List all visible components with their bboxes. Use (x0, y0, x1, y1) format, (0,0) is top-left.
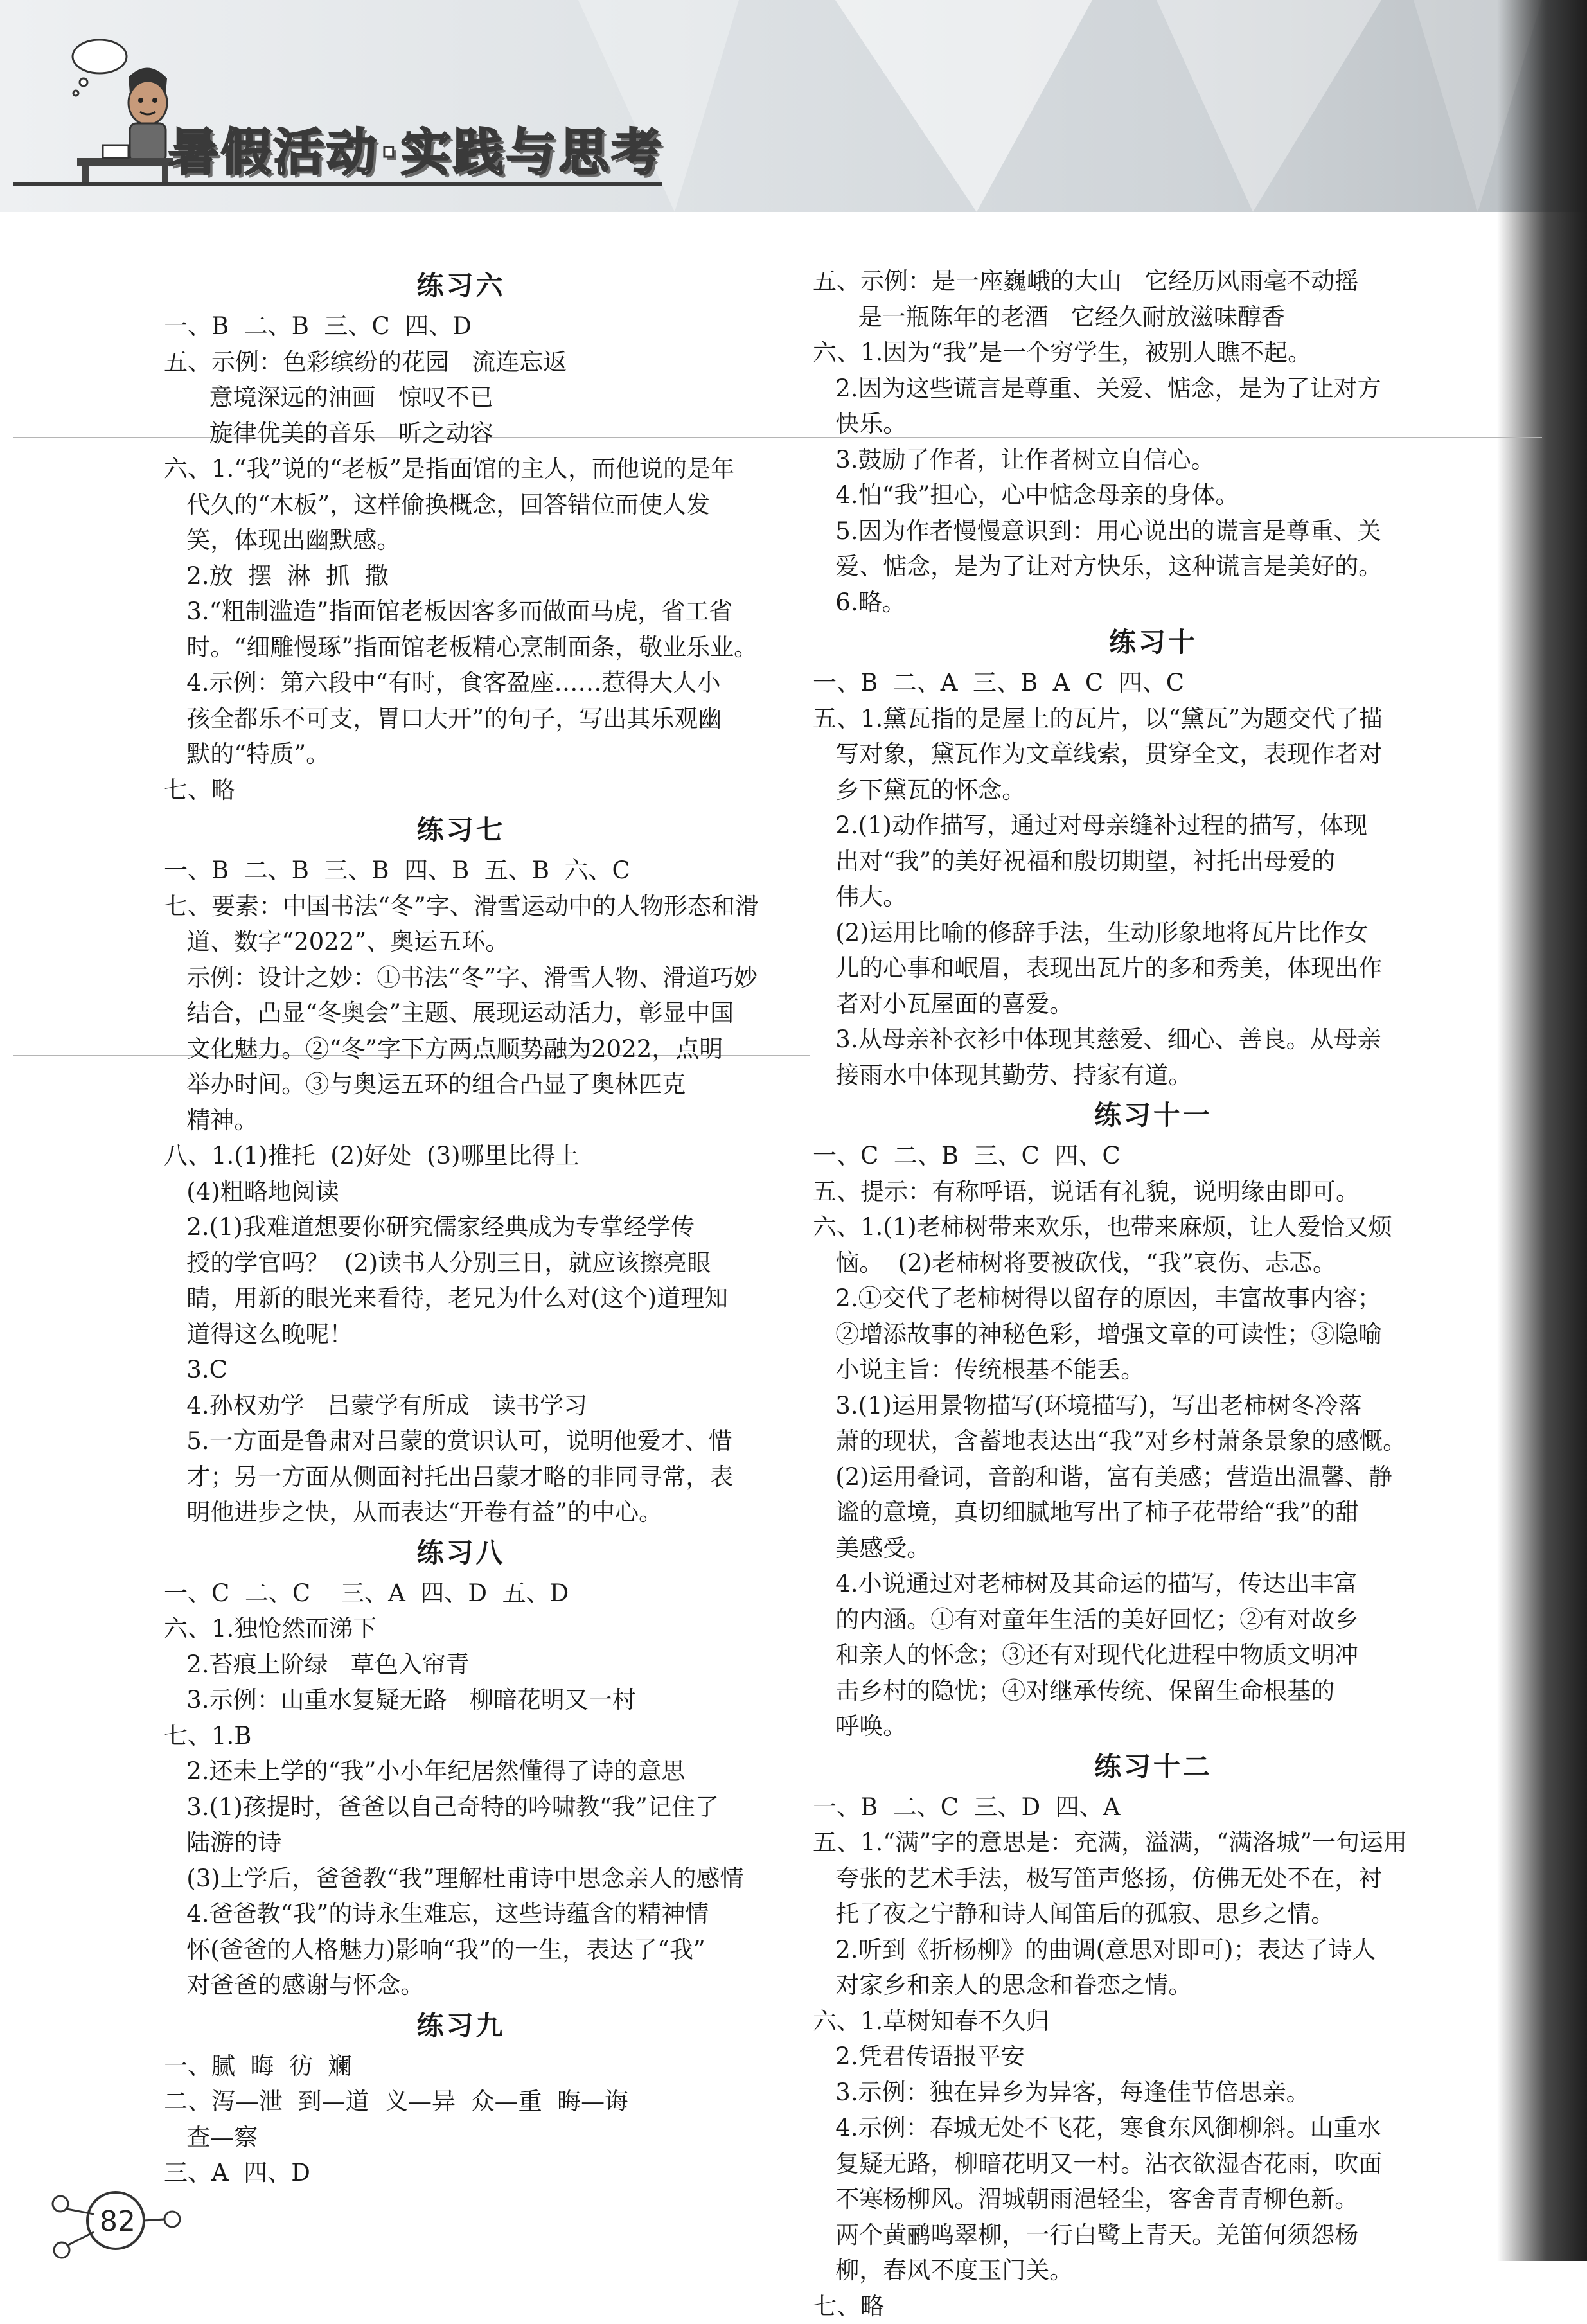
answer-line: 快乐。 (813, 406, 1494, 442)
answer-line: 二、泻—泄 到—道 义—异 众—重 晦—诲 (164, 2084, 758, 2120)
answer-line: 七、1.B (164, 1718, 758, 1754)
answer-line: 是一瓶陈年的老酒 它经久耐放滋味醇香 (813, 299, 1494, 335)
answer-line: 萧的现状，含蓄地表达出“我”对乡村萧条景象的感慨。 (813, 1423, 1494, 1459)
answer-line: 2.(1)动作描写，通过对母亲缝补过程的描写，体现 (813, 808, 1494, 844)
answer-line: 孩全都乐不可支，胃口大开”的句子，写出其乐观幽 (164, 701, 758, 737)
answer-line: 代久的“木板”，这样偷换概念，回答错位而使人发 (164, 487, 758, 523)
answer-line: 一、B 二、B 三、C 四、D (164, 308, 758, 344)
answer-line: 3.示例：山重水复疑无路 柳暗花明又一村 (164, 1682, 758, 1718)
answer-line: 六、1.(1)老柿树带来欢乐，也带来麻烦，让人爱恰又烦 (813, 1209, 1494, 1245)
answer-line: (2)运用叠词，音韵和谐，富有美感；营造出温馨、静 (813, 1459, 1494, 1495)
section-title: 练习十 (813, 620, 1494, 665)
answer-line: 对爸爸的感谢与怀念。 (164, 1967, 758, 2003)
answer-line: 复疑无路，柳暗花明又一村。沾衣欲湿杏花雨，吹面 (813, 2146, 1494, 2182)
answer-line: 2.因为这些谎言是尊重、关爱、惦念，是为了让对方 (813, 371, 1494, 407)
answer-line: 3.C (164, 1352, 758, 1388)
answer-line: 2.凭君传语报平安 (813, 2039, 1494, 2075)
answer-line: 精神。 (164, 1103, 758, 1139)
answer-line: 美感受。 (813, 1530, 1494, 1566)
answer-line: 三、A 四、D (164, 2155, 758, 2191)
student-mascot-icon (64, 32, 180, 186)
answer-line: 示例：设计之妙：①书法“冬”字、滑雪人物、滑道巧妙 (164, 960, 758, 996)
answer-line: 一、B 二、B 三、B 四、B 五、B 六、C (164, 853, 758, 889)
answer-line: 不寒杨柳风。渭城朝雨浥轻尘，客舍青青柳色新。 (813, 2181, 1494, 2217)
answer-line: 恼。 (2)老柿树将要被砍伐，“我”哀伤、忐忑。 (813, 1245, 1494, 1281)
answer-line: 笑，体现出幽默感。 (164, 522, 758, 558)
page-edge-shadow (1497, 0, 1587, 2261)
banner-title: 暑假活动·实践与思考 (168, 121, 664, 185)
answer-line: 出对“我”的美好祝福和殷切期望，衬托出母爱的 (813, 844, 1494, 880)
answer-line: 一、B 二、C 三、D 四、A (813, 1789, 1494, 1825)
section-title: 练习九 (164, 2003, 758, 2048)
answer-line: 4.示例：春城无处不飞花，寒食东风御柳斜。山重水 (813, 2110, 1494, 2146)
answer-line: ②增添故事的神秘色彩，增强文章的可读性；③隐喻 (813, 1317, 1494, 1353)
answer-line: (2)运用比喻的修辞手法，生动形象地将瓦片比作女 (813, 915, 1494, 951)
answer-line: 五、示例：是一座巍峨的大山 它经历风雨毫不动摇 (813, 263, 1494, 299)
answer-line: 时。“细雕慢琢”指面馆老板精心烹制面条，敬业乐业。 (164, 630, 758, 666)
answer-line: 查—察 (164, 2120, 758, 2156)
answer-line: 夸张的艺术手法，极写笛声悠扬，仿佛无处不在，衬 (813, 1861, 1494, 1897)
answer-line: 怀(爸爸的人格魅力)影响“我”的一生，表达了“我” (164, 1932, 758, 1968)
answer-line: 的内涵。①有对童年生活的美好回忆；②有对故乡 (813, 1602, 1494, 1638)
answer-line: 对家乡和亲人的思念和眷恋之情。 (813, 1967, 1494, 2003)
answer-line: 两个黄鹂鸣翠柳，一行白鹭上青天。羌笛何须怨杨 (813, 2217, 1494, 2253)
answer-line: 3.(1)运用景物描写(环境描写)，写出老柿树冬冷落 (813, 1388, 1494, 1424)
answer-line: 3.“粗制滥造”指面馆老板因客多而做面马虎，省工省 (164, 594, 758, 630)
answer-line: 六、1.“我”说的“老板”是指面馆的主人，而他说的是年 (164, 451, 758, 487)
answer-line: 道、数字“2022”、奥运五环。 (164, 924, 758, 960)
answer-line: 一、C 二、B 三、C 四、C (813, 1138, 1494, 1174)
answer-line: 2.苔痕上阶绿 草色入帘青 (164, 1647, 758, 1683)
answer-line: 3.(1)孩提时，爸爸以自己奇特的吟啸教“我”记住了 (164, 1789, 758, 1825)
answer-line: 小说主旨：传统根基不能丢。 (813, 1352, 1494, 1388)
answer-line: 五、示例：色彩缤纷的花园 流连忘返 (164, 344, 758, 380)
section-title: 练习七 (164, 808, 758, 853)
answer-line: 八、1.(1)推托 (2)好处 (3)哪里比得上 (164, 1138, 758, 1174)
answer-line: 七、略 (164, 772, 758, 808)
answer-line: 2.还未上学的“我”小小年纪居然懂得了诗的意思 (164, 1753, 758, 1789)
answer-line: 六、1.草树知春不久归 (813, 2003, 1494, 2039)
answer-line: 5.一方面是鲁肃对吕蒙的赏识认可，说明他爱才、惜 (164, 1423, 758, 1459)
banner-underline (13, 182, 662, 186)
answer-line: (3)上学后，爸爸教“我”理解杜甫诗中思念亲人的感情 (164, 1861, 758, 1897)
section-title: 练习八 (164, 1530, 758, 1575)
answer-line: 接雨水中体现其勤劳、持家有道。 (813, 1058, 1494, 1094)
answer-line: 3.从母亲补衣衫中体现其慈爱、细心、善良。从母亲 (813, 1022, 1494, 1058)
answer-line: 2.听到《折杨柳》的曲调(意思对即可)；表达了诗人 (813, 1932, 1494, 1968)
answer-line: 爱、惦念，是为了让对方快乐，这种谎言是美好的。 (813, 549, 1494, 585)
answer-line: 谧的意境，真切细腻地写出了柿子花带给“我”的甜 (813, 1495, 1494, 1530)
answer-line: 五、提示：有称呼语，说话有礼貌，说明缘由即可。 (813, 1174, 1494, 1210)
section-title: 练习十一 (813, 1093, 1494, 1138)
answer-line: 4.小说通过对老柿树及其命运的描写，传达出丰富 (813, 1566, 1494, 1602)
answer-line: 道得这么晚呢！ (164, 1317, 758, 1353)
answer-line: 伟大。 (813, 879, 1494, 915)
answer-line: 明他进步之快，从而表达“开卷有益”的中心。 (164, 1495, 758, 1530)
answer-line: 4.怕“我”担心，心中惦念母亲的身体。 (813, 477, 1494, 513)
answer-line: 一、腻 晦 彷 斓 (164, 2048, 758, 2084)
answer-line: 写对象，黛瓦作为文章线索，贯穿全文，表现作者对 (813, 736, 1494, 772)
answer-line: 击乡村的隐忧；④对继承传统、保留生命根基的 (813, 1673, 1494, 1709)
answer-line: 2.①交代了老柿树得以留存的原因，丰富故事内容； (813, 1281, 1494, 1317)
answer-line: 七、要素：中国书法“冬”字、滑雪运动中的人物形态和滑 (164, 889, 758, 925)
answer-line: 结合，凸显“冬奥会”主题、展现运动活力，彰显中国 (164, 995, 758, 1031)
answer-line: 才；另一方面从侧面衬托出吕蒙才略的非同寻常，表 (164, 1459, 758, 1495)
answer-column-right (813, 263, 1494, 2324)
answer-line: 七、略 (813, 2289, 1494, 2324)
answer-line: 文化魅力。②“冬”字下方两点顺势融为2022，点明 (164, 1031, 758, 1067)
answer-line: 默的“特质”。 (164, 736, 758, 772)
answer-line: 举办时间。③与奥运五环的组合凸显了奥林匹克 (164, 1067, 758, 1103)
answer-line: 4.示例：第六段中“有时，食客盈座……惹得大人小 (164, 665, 758, 701)
answer-line: 一、C 二、C 三、A 四、D 五、D (164, 1575, 758, 1611)
section-title: 练习六 (164, 263, 758, 308)
answer-line: 呼唤。 (813, 1708, 1494, 1744)
answer-line: 六、1.独怆然而涕下 (164, 1611, 758, 1647)
answer-line: 4.孙权劝学 吕蒙学有所成 读书学习 (164, 1388, 758, 1424)
answer-line: 柳，春风不度玉门关。 (813, 2253, 1494, 2289)
section-title: 练习十二 (813, 1744, 1494, 1789)
answer-line: (4)粗略地阅读 (164, 1174, 758, 1210)
answer-line: 五、1.黛瓦指的是屋上的瓦片，以“黛瓦”为题交代了描 (813, 701, 1494, 737)
answer-line: 6.略。 (813, 585, 1494, 621)
answer-line: 六、1.因为“我”是一个穷学生，被别人瞧不起。 (813, 335, 1494, 371)
answer-line: 4.爸爸教“我”的诗永生难忘，这些诗蕴含的精神情 (164, 1896, 758, 1932)
answer-line: 一、B 二、A 三、B A C 四、C (813, 665, 1494, 701)
answer-line: 2.放 摆 淋 抓 撒 (164, 558, 758, 594)
answer-line: 五、1.“满”字的意思是：充满，溢满，“满洛城”一句运用 (813, 1825, 1494, 1861)
answer-line: 旋律优美的音乐 听之动容 (164, 416, 758, 452)
answer-line: 2.(1)我难道想要你研究儒家经典成为专掌经学传 (164, 1209, 758, 1245)
answer-line: 乡下黛瓦的怀念。 (813, 772, 1494, 808)
answer-line: 授的学官吗？ (2)读书人分别三日，就应该擦亮眼 (164, 1245, 758, 1281)
answer-line: 3.示例：独在异乡为异客，每逢佳节倍思亲。 (813, 2075, 1494, 2111)
answer-line: 儿的心事和岷眉，表现出瓦片的多和秀美，体现出作 (813, 950, 1494, 986)
answer-line: 者对小瓦屋面的喜爱。 (813, 986, 1494, 1022)
answer-line: 陆游的诗 (164, 1825, 758, 1861)
answer-line: 睛，用新的眼光来看待，老兄为什么对(这个)道理知 (164, 1281, 758, 1317)
page-number: 82 (89, 2199, 146, 2244)
answer-line: 5.因为作者慢慢意识到：用心说出的谎言是尊重、关 (813, 513, 1494, 549)
answer-line: 3.鼓励了作者，让作者树立自信心。 (813, 442, 1494, 478)
answer-line: 意境深远的油画 惊叹不已 (164, 380, 758, 416)
answer-line: 托了夜之宁静和诗人闻笛后的孤寂、思乡之情。 (813, 1896, 1494, 1932)
answer-line: 和亲人的怀念；③还有对现代化进程中物质文明冲 (813, 1637, 1494, 1673)
answer-column-left (164, 263, 758, 2191)
